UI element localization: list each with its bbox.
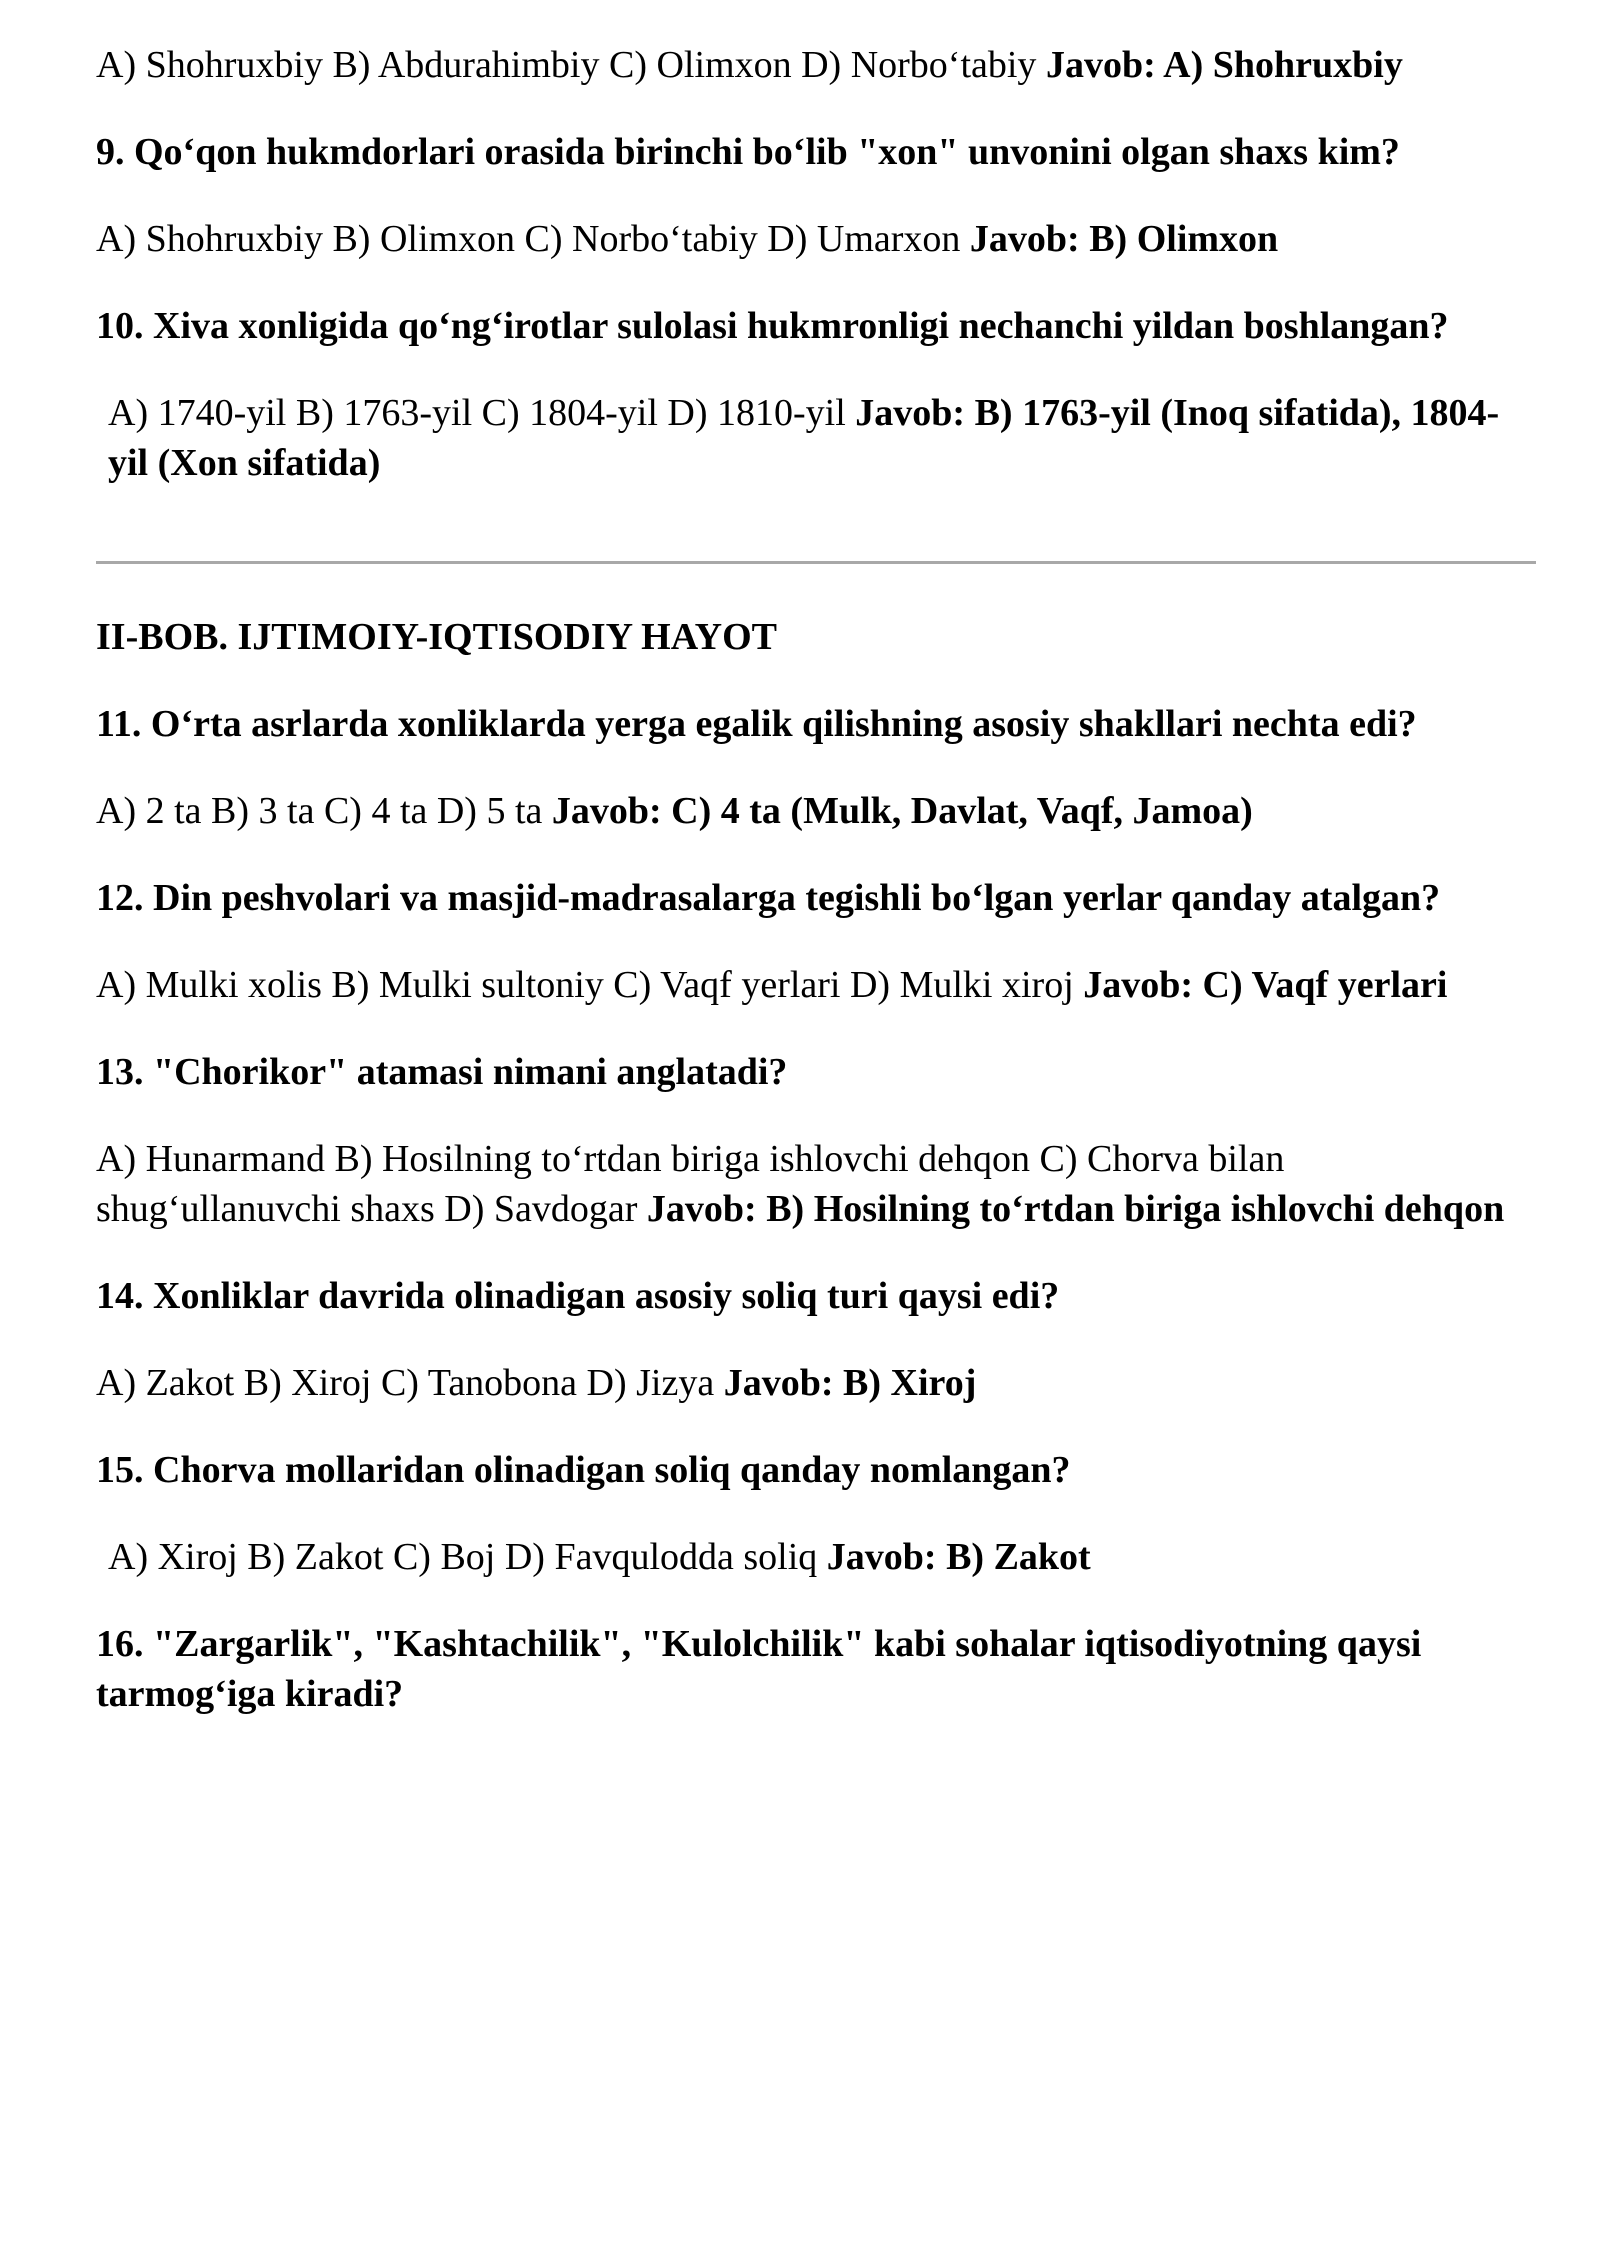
question-16: 16. "Zargarlik", "Kashtachilik", "Kulolchilik" kabi sohalar iqtisodiyotning qaysi tarmog‘iga kiradi? xyxy=(96,1623,1422,1715)
answer-options-15 xyxy=(96,1532,1536,1582)
options-text: A) Xiroj B) Zakot C) Boj D) Favqulodda soliq xyxy=(108,1536,827,1578)
question-11: 11. O‘rta asrlarda xonliklarda yerga egalik qilishning asosiy shakllari nechta edi? xyxy=(96,703,1417,745)
question-12: 12. Din peshvolari va masjid-madrasalarga tegishli bo‘lgan yerlar qanday atalgan? xyxy=(96,877,1441,919)
options-text: A) 2 ta B) 3 ta C) 4 ta D) 5 ta xyxy=(96,790,552,832)
options-text: A) Shohruxbiy B) Abdurahimbiy C) Olimxon D) Norbo‘tabiy xyxy=(96,44,1046,86)
question-15: 15. Chorva mollaridan olinadigan soliq qanday nomlangan? xyxy=(96,1449,1071,1491)
answer-options-13 xyxy=(96,1134,1536,1234)
answer-options-8 xyxy=(96,40,1536,90)
section-divider xyxy=(96,561,1536,564)
answer-options-11 xyxy=(96,786,1536,836)
answer-options-10 xyxy=(96,388,1536,488)
answer-options-9 xyxy=(96,214,1536,264)
answer-options-14 xyxy=(96,1358,1536,1408)
options-text: A) Shohruxbiy B) Olimxon C) Norbo‘tabiy D) Umarxon xyxy=(96,218,970,260)
options-text: A) Zakot B) Xiroj C) Tanobona D) Jizya xyxy=(96,1362,724,1404)
options-text: A) Mulki xolis B) Mulki sultoniy C) Vaqf yerlari D) Mulki xiroj xyxy=(96,964,1084,1006)
answer-key: Javob: C) 4 ta (Mulk, Davlat, Vaqf, Jamoa) xyxy=(551,790,1253,832)
answer-key: Javob: B) Hosilning to‘rtdan biriga ishlovchi dehqon xyxy=(646,1188,1505,1230)
answer-key: Javob: B) Zakot xyxy=(826,1536,1091,1578)
answer-key: Javob: C) Vaqf yerlari xyxy=(1083,964,1448,1006)
answer-key: Javob: B) 1763-yil (Inoq sifatida), 1804-yil (Xon sifatida) xyxy=(108,392,1500,484)
answer-key: Javob: A) Shohruxbiy xyxy=(1045,44,1403,86)
question-13: 13. "Chorikor" atamasi nimani anglatadi? xyxy=(96,1051,788,1093)
answer-key: Javob: B) Xiroj xyxy=(723,1362,977,1404)
options-text: A) 1740-yil B) 1763-yil C) 1804-yil D) 1810-yil xyxy=(108,392,856,434)
answer-options-12 xyxy=(96,960,1536,1010)
question-10: 10. Xiva xonligida qo‘ng‘irotlar sulolasi hukmronligi nechanchi yildan boshlangan? xyxy=(96,305,1449,347)
question-9: 9. Qo‘qon hukmdorlari orasida birinchi bo‘lib "xon" unvonini olgan shaxs kim? xyxy=(96,131,1400,173)
answer-key: Javob: B) Olimxon xyxy=(969,218,1279,260)
question-14: 14. Xonliklar davrida olinadigan asosiy soliq turi qaysi edi? xyxy=(96,1275,1060,1317)
section-heading: II-BOB. IJTIMOIY-IQTISODIY HAYOT xyxy=(96,616,778,658)
document-page xyxy=(96,40,1536,1719)
options-text: A) Hunarmand B) Hosilning to‘rtdan biriga ishlovchi dehqon C) Chorva bilan shug‘ullanuvchi shaxs D) Savdogar xyxy=(96,1138,1285,1230)
